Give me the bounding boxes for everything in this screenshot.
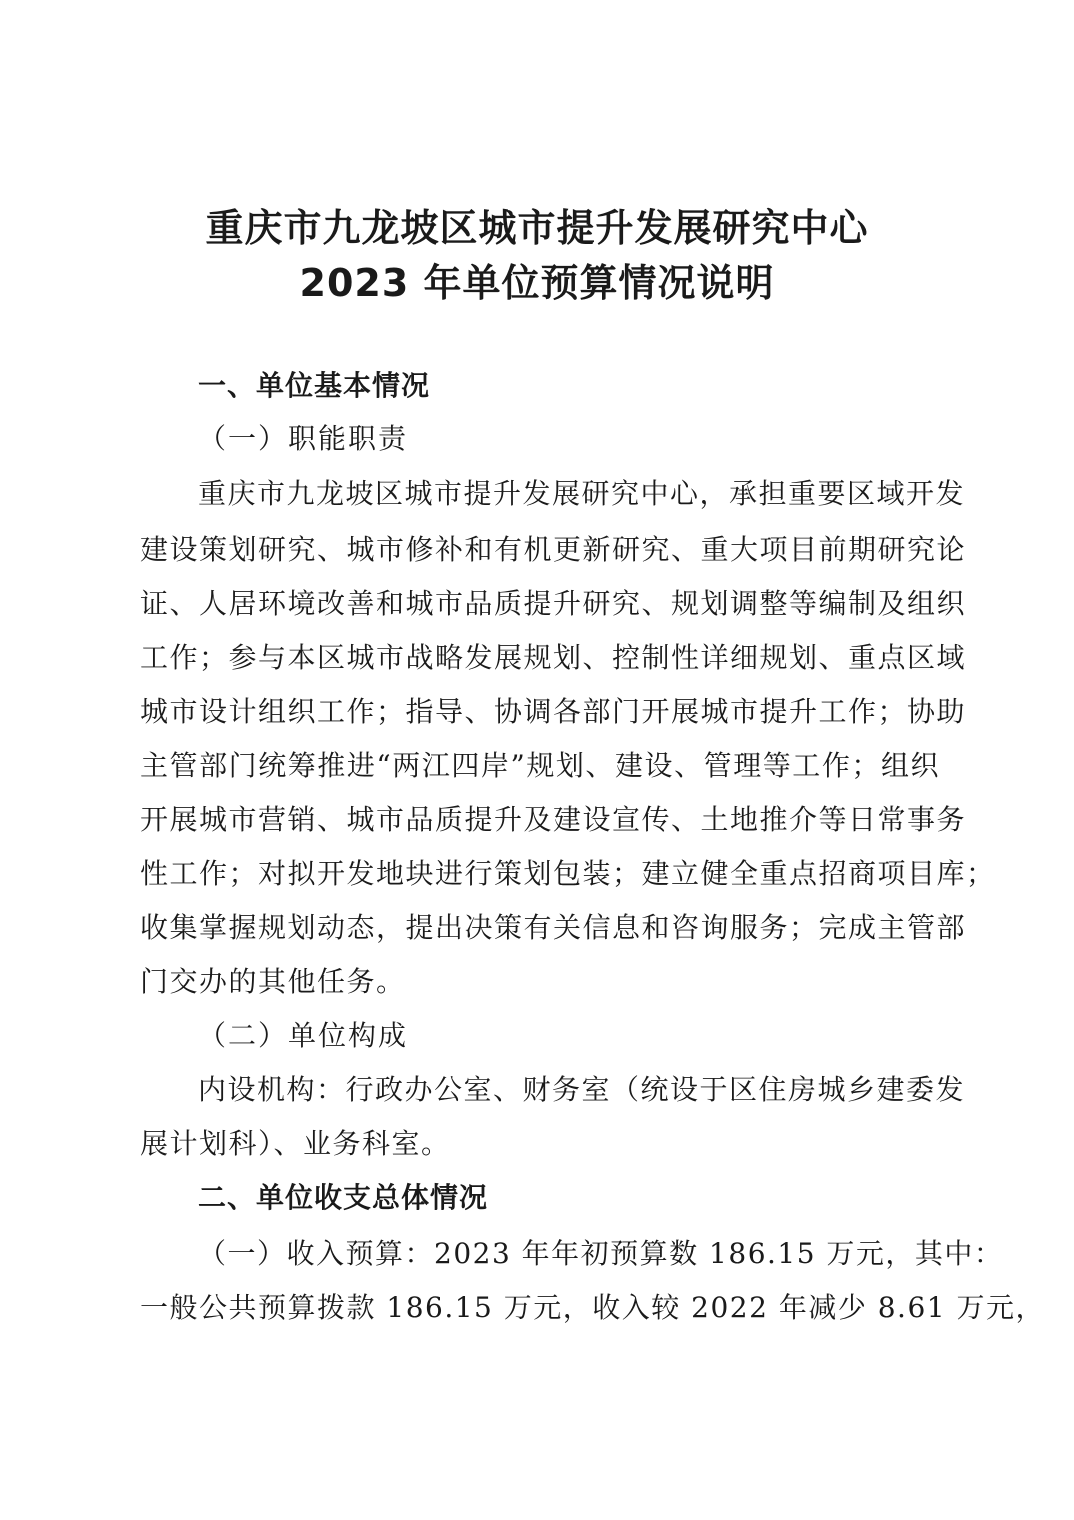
paragraph-line: 证、人居环境改善和城市品质提升研究、规划调整等编制及组织 — [140, 587, 967, 620]
paragraph-line: 建设策划研究、城市修补和有机更新研究、重大项目前期研究论 — [140, 533, 967, 566]
paragraph-line: 城市设计组织工作；指导、协调各部门开展城市提升工作；协助 — [140, 695, 967, 728]
paragraph-line: 性工作；对拟开发地块进行策划包装；建立健全重点招商项目库； — [140, 857, 996, 890]
paragraph-line: 开展城市营销、城市品质提升及建设宣传、土地推介等日常事务 — [140, 803, 967, 836]
paragraph-line: （一）收入预算：2023 年年初预算数 186.15 万元，其中： — [198, 1237, 1004, 1270]
paragraph-line: 工作；参与本区城市战略发展规划、控制性详细规划、重点区域 — [140, 641, 967, 674]
paragraph-line: 收集掌握规划动态，提出决策有关信息和咨询服务；完成主管部 — [140, 911, 967, 944]
paragraph-line: 一般公共预算拨款 186.15 万元，收入较 2022 年减少 8.61 万元， — [140, 1291, 1045, 1324]
paragraph-line: 内设机构：行政办公室、财务室（统设于区住房城乡建委发 — [198, 1073, 966, 1106]
paragraph-line: 门交办的其他任务。 — [140, 965, 406, 998]
paragraph-line: 主管部门统筹推进“两江四岸”规划、建设、管理等工作；组织 — [140, 749, 940, 782]
document-title-line-2: 2023 年单位预算情况说明 — [299, 261, 775, 305]
section-1-1-heading: （一）职能职责 — [198, 422, 409, 455]
paragraph-line: 展计划科）、业务科室。 — [140, 1127, 451, 1160]
document-title-line-1: 重庆市九龙坡区城市提升发展研究中心 — [205, 206, 869, 250]
section-2-heading: 二、单位收支总体情况 — [198, 1181, 489, 1214]
section-1-heading: 一、单位基本情况 — [198, 369, 431, 402]
section-1-2-heading: （二）单位构成 — [198, 1019, 409, 1052]
paragraph-line: 重庆市九龙坡区城市提升发展研究中心，承担重要区域开发 — [198, 477, 966, 510]
